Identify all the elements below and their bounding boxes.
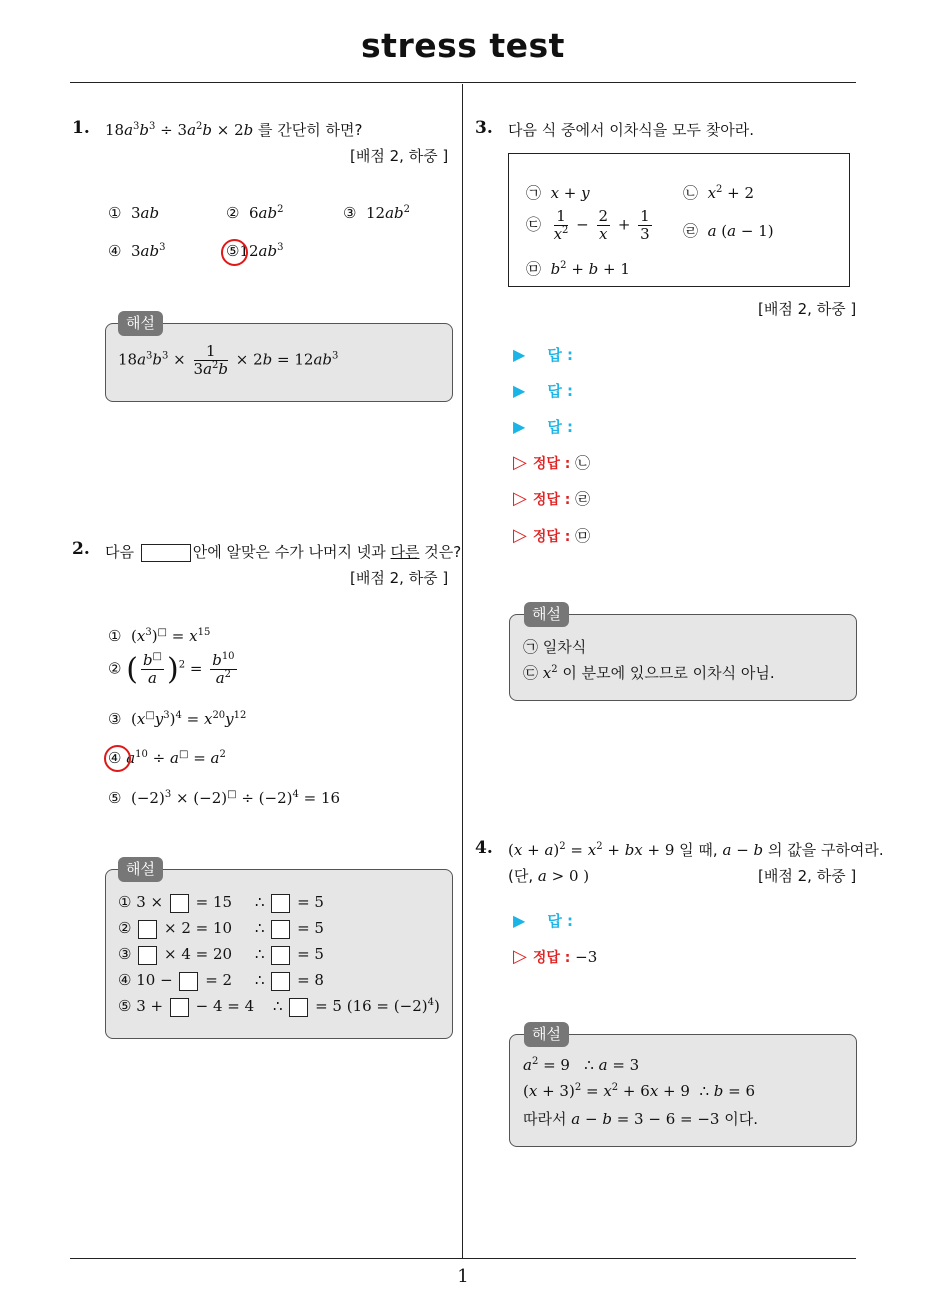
q3-item-4-mark: ㉣ bbox=[683, 222, 699, 240]
q1-question: $18a^3b^3 \div 3a^2b \times 2b$ 를 간단히 하면? bbox=[105, 121, 363, 139]
q2-solution-line-5: ⑤ 3 + − 4 = 4 ∴ = 5 $(16 = (-2)^4)$ bbox=[118, 997, 440, 1015]
q2-choice-2[interactable]: ② ( $\frac{b^□}{a}$ )$^2$ = $\frac{b^{10}}{a^2}$ bbox=[108, 651, 235, 687]
q2-choice-3[interactable]: ③ $(x^□y^3)^4 = x^{20}y^{12}$ bbox=[108, 710, 247, 728]
q1-choice-4[interactable]: ④ $3ab^3$ bbox=[108, 242, 166, 260]
q4-correct: ▷ 정답 : −3 bbox=[513, 946, 598, 967]
q2-blank-box bbox=[141, 544, 191, 562]
q2-sol-mark-1: ① bbox=[118, 893, 132, 911]
q2-sol-mark-2: ② bbox=[118, 919, 132, 937]
q1-solution-tag: 해설 bbox=[118, 311, 163, 336]
q2-choice-4[interactable]: ④ $a^{10} \div a^□ = a^2$ bbox=[108, 749, 226, 767]
q1-choice-3-mark: ③ bbox=[343, 204, 357, 222]
q2-meta: [배점 2, 하중 ] bbox=[350, 569, 449, 587]
q1-question-text: 를 간단히 하면? bbox=[258, 121, 363, 139]
q4-correct-label: 정답 : bbox=[532, 950, 571, 966]
q2-text-before: 다음 bbox=[105, 543, 134, 561]
q4-text-end: 의 값을 구하여라. bbox=[767, 841, 884, 859]
q4-solution-line-2: $(x + 3)^2 = x^2 + 6x + 9$ ∴ b = 6 bbox=[523, 1082, 756, 1100]
q2-solution-line-3: ③ × 4 = 20 ∴ = 5 bbox=[118, 945, 324, 963]
q3-answer-3-label: 답 : bbox=[547, 418, 574, 436]
q4-answer-label: 답 : bbox=[547, 912, 574, 930]
q2-sol-mark-5: ⑤ bbox=[118, 997, 132, 1015]
q3-item-2-mark: ㉡ bbox=[683, 184, 699, 202]
q3-item-3: ㉢ $\frac{1}{x^2}$ − $\frac{2}{x}$ + $\frac{1}{3}$ bbox=[526, 207, 650, 243]
q4-condition-close: ) bbox=[583, 867, 590, 885]
q1-choice-4-mark: ④ bbox=[108, 242, 122, 260]
q3-item-1: ㉠ x + y bbox=[526, 184, 590, 202]
q2-selected-circle bbox=[104, 745, 131, 772]
q3-meta: [배점 2, 하중 ] bbox=[758, 300, 857, 318]
q4-solution-line-3: 따라서 a − b = 3 − 6 = −3 이다. bbox=[523, 1110, 758, 1128]
q4-solution-line-3-prefix: 따라서 bbox=[523, 1110, 567, 1128]
q3-number: 3. bbox=[475, 118, 493, 138]
q3-solution-line-2: ㉢ $x^2$ 이 분모에 있으므로 이차식 아님. bbox=[523, 664, 775, 682]
page-number: 1 bbox=[457, 1266, 469, 1287]
q3-answer-1-label: 답 : bbox=[547, 346, 574, 364]
q2-choice-5[interactable]: ⑤ $(-2)^3 \times (-2)^□ \div (-2)^4 = 16$ bbox=[108, 789, 341, 807]
q3-answer-1[interactable]: ▶ 답 : bbox=[513, 345, 574, 364]
q3-correct-3: ▷ 정답 : ㉤ bbox=[513, 525, 591, 546]
q4-solution-line-3-suffix: 이다. bbox=[724, 1110, 758, 1128]
q3-correct-1-label: 정답 : bbox=[532, 456, 571, 472]
q4-answer[interactable]: ▶ 답 : bbox=[513, 911, 574, 930]
q1-choice-3[interactable]: ③ $12ab^2$ bbox=[343, 204, 410, 222]
q4-text-mid: 일 때, bbox=[679, 841, 718, 859]
q2-text-underline: 다른 bbox=[390, 543, 420, 561]
q3-question: 다음 식 중에서 이차식을 모두 찾아라. bbox=[508, 121, 754, 139]
q3-item-3-mark: ㉢ bbox=[526, 215, 542, 234]
q3-correct-2-label: 정답 : bbox=[532, 492, 571, 508]
q1-choice-2[interactable]: ② $6ab^2$ bbox=[226, 204, 284, 222]
q4-solution-line-1: $a^2 = 9$ ∴ a = 3 bbox=[523, 1056, 640, 1074]
q3-answer-2[interactable]: ▶ 답 : bbox=[513, 381, 574, 400]
q2-solution-tag: 해설 bbox=[118, 857, 163, 882]
page-title: stress test bbox=[361, 26, 565, 65]
q3-solution-box bbox=[509, 614, 857, 701]
q4-correct-value: −3 bbox=[575, 948, 598, 966]
header-rule bbox=[70, 82, 856, 83]
q1-choice-5-mark: ⑤ bbox=[226, 242, 240, 260]
q1-meta: [배점 2, 하중 ] bbox=[350, 147, 449, 165]
q2-solution-line-1: ① 3 × = 15 ∴ = 5 bbox=[118, 893, 324, 911]
q4-number: 4. bbox=[475, 838, 493, 858]
q2-sol-mark-4: ④ bbox=[118, 971, 132, 989]
q3-item-2: ㉡ $x^2 + 2$ bbox=[683, 184, 755, 202]
q1-choice-1[interactable]: ① 3ab bbox=[108, 204, 160, 222]
q1-choice-1-mark: ① bbox=[108, 204, 122, 222]
q3-correct-2-value: ㉣ bbox=[575, 490, 591, 508]
q3-item-1-mark: ㉠ bbox=[526, 184, 542, 202]
q2-choice-1[interactable]: ① $(x^3)^□ = x^{15}$ bbox=[108, 627, 211, 645]
q3-item-4: ㉣ a (a − 1) bbox=[683, 222, 774, 240]
q1-selected-circle bbox=[221, 239, 248, 266]
q3-solution-line-2-text: 이 분모에 있으므로 이차식 아님. bbox=[562, 664, 775, 682]
q4-condition: (단, a > 0 ) bbox=[508, 867, 590, 885]
column-divider bbox=[462, 84, 463, 1258]
q2-solution-line-4: ④ 10 − = 2 ∴ = 8 bbox=[118, 971, 324, 989]
q4-question: $(x + a)^2 = x^2$ + bx + 9 일 때, a − b 의 값을 구하여라. bbox=[508, 841, 884, 859]
q3-correct-3-value: ㉤ bbox=[575, 527, 591, 545]
q4-condition-open: (단, bbox=[508, 867, 534, 885]
q1-solution-expr: $18a^3b^3$ × $\frac{1}{3a^2b}$ × $2b = 12ab^3$ bbox=[118, 342, 339, 378]
q2-solution-line-2: ② × 2 = 10 ∴ = 5 bbox=[118, 919, 324, 937]
q2-text-after: 안에 알맞은 수가 나머지 넷과 bbox=[192, 543, 386, 561]
q3-solution-line-1: ㉠ 일차식 bbox=[523, 638, 587, 656]
q3-correct-3-label: 정답 : bbox=[532, 529, 571, 545]
q3-solution-tag: 해설 bbox=[524, 602, 569, 627]
q3-answer-3[interactable]: ▶ 답 : bbox=[513, 417, 574, 436]
q2-sol-mark-3: ③ bbox=[118, 945, 132, 963]
q4-meta: [배점 2, 하중 ] bbox=[758, 867, 857, 885]
q3-item-5: ㉤ $b^2 + b + 1$ bbox=[526, 260, 630, 278]
q1-number: 1. bbox=[72, 118, 90, 138]
q3-correct-1-value: ㉡ bbox=[575, 454, 591, 472]
q3-solution-line-2-mark: ㉢ bbox=[523, 664, 539, 682]
q4-solution-tag: 해설 bbox=[524, 1022, 569, 1047]
q2-question bbox=[105, 541, 461, 562]
q2-number: 2. bbox=[72, 539, 90, 559]
q1-choice-2-mark: ② bbox=[226, 204, 240, 222]
footer-rule bbox=[70, 1258, 856, 1259]
q3-correct-2: ▷ 정답 : ㉣ bbox=[513, 488, 591, 509]
q3-item-5-mark: ㉤ bbox=[526, 260, 542, 278]
q3-answer-2-label: 답 : bbox=[547, 382, 574, 400]
q1-choice-5[interactable]: $⑤12ab^3$ bbox=[226, 242, 284, 260]
q2-text-end: 것은? bbox=[424, 543, 462, 561]
q3-correct-1: ▷ 정답 : ㉡ bbox=[513, 452, 591, 473]
